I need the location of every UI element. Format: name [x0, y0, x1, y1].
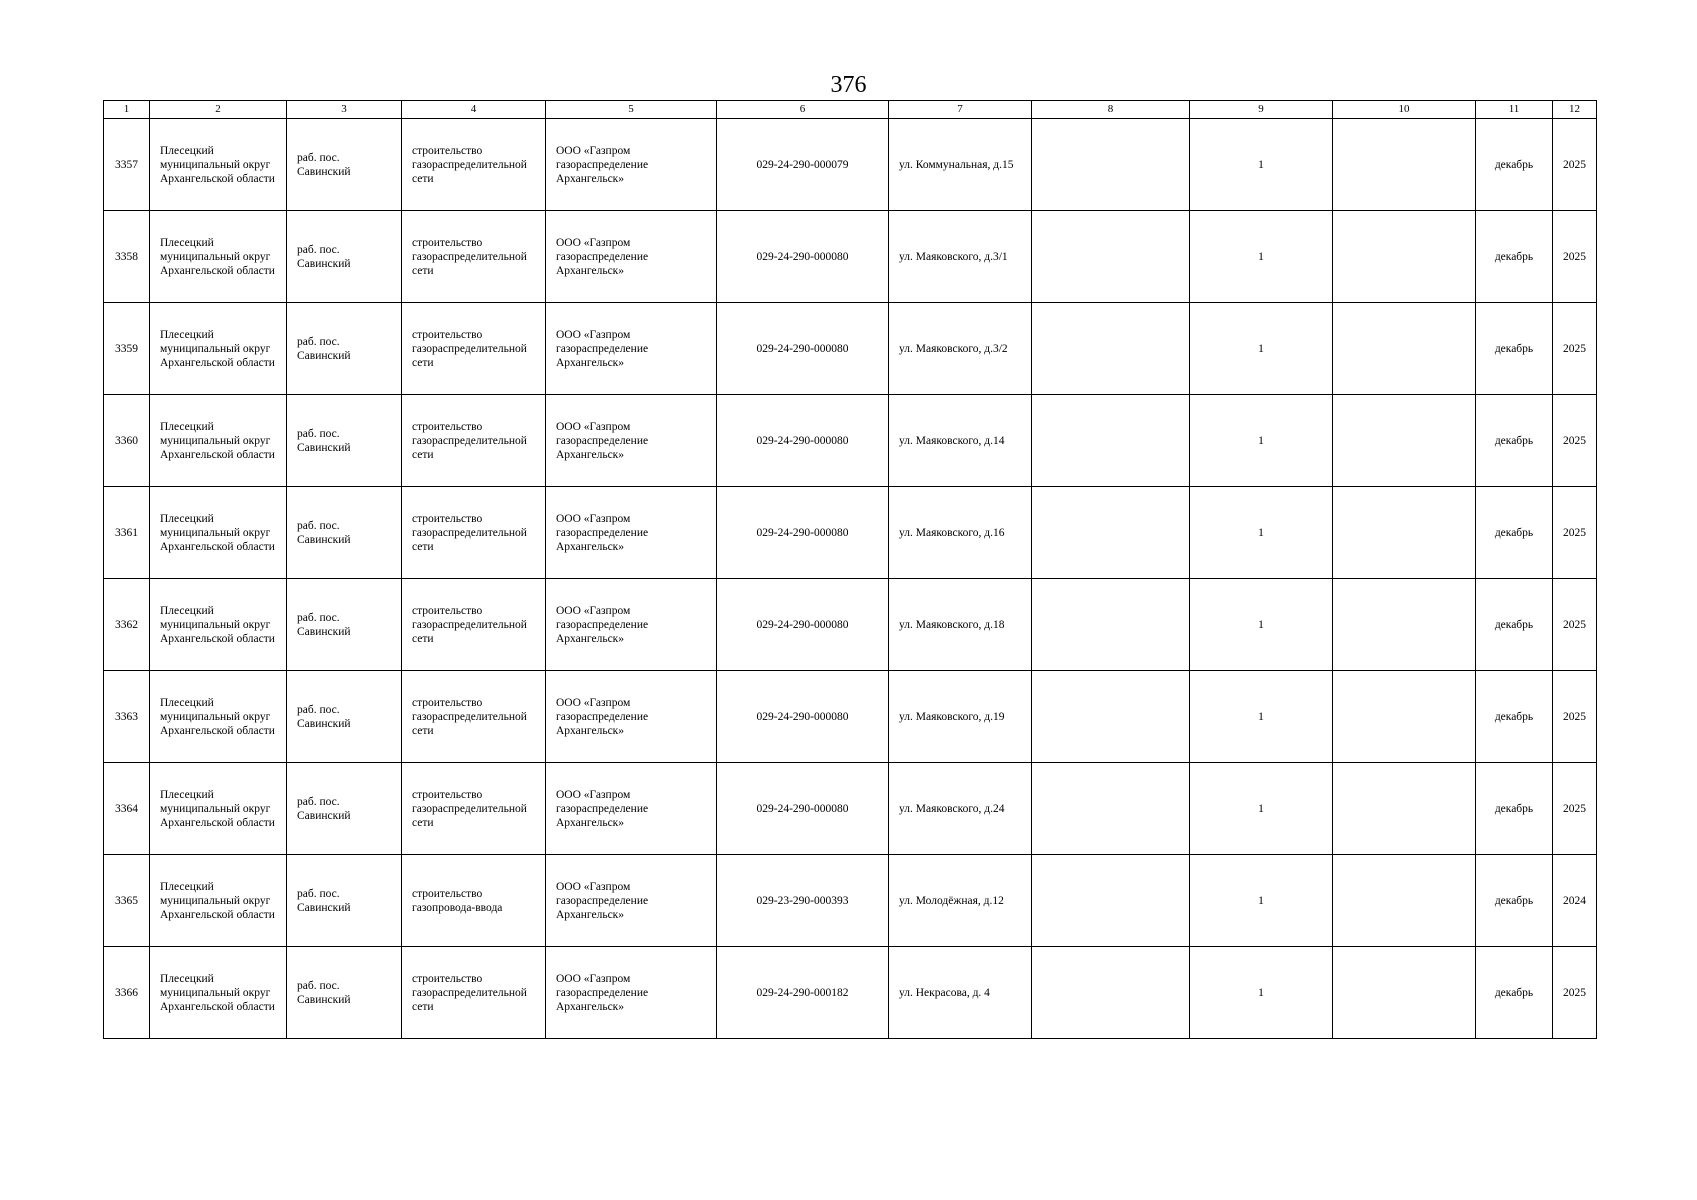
address-cell: ул. Коммунальная, д.15	[889, 119, 1032, 211]
row-number-cell: 3357	[104, 119, 150, 211]
month-cell: декабрь	[1476, 579, 1553, 671]
year-cell: 2025	[1553, 579, 1597, 671]
object-code-cell: 029-24-290-000080	[717, 395, 889, 487]
column-8-cell	[1032, 763, 1190, 855]
table-row	[104, 763, 1597, 855]
column-8-cell	[1032, 671, 1190, 763]
settlement-cell: раб. пос. Савинский	[287, 395, 402, 487]
page-number: 376	[830, 72, 867, 98]
column-10-cell	[1333, 487, 1476, 579]
column-number-cell: 6	[717, 101, 889, 119]
work-type-cell: строительство газораспределительной сети	[402, 487, 546, 579]
column-10-cell	[1333, 211, 1476, 303]
column-number-cell: 3	[287, 101, 402, 119]
work-type-cell: строительство газораспределительной сети	[402, 395, 546, 487]
year-cell: 2025	[1553, 947, 1597, 1039]
column-number-cell: 9	[1190, 101, 1333, 119]
settlement-cell: раб. пос. Савинский	[287, 579, 402, 671]
district-cell: Плесецкий муниципальный округ Архангельской области	[150, 579, 287, 671]
settlement-cell: раб. пос. Савинский	[287, 763, 402, 855]
year-cell: 2025	[1553, 671, 1597, 763]
month-cell: декабрь	[1476, 855, 1553, 947]
district-cell: Плесецкий муниципальный округ Архангельской области	[150, 303, 287, 395]
work-type-cell: строительство газораспределительной сети	[402, 763, 546, 855]
row-number-cell: 3364	[104, 763, 150, 855]
month-cell: декабрь	[1476, 487, 1553, 579]
organization-cell: ООО «Газпром газораспределение Архангельск»	[546, 579, 717, 671]
row-number-cell: 3361	[104, 487, 150, 579]
column-9-cell: 1	[1190, 303, 1333, 395]
column-8-cell	[1032, 947, 1190, 1039]
work-type-cell: строительство газораспределительной сети	[402, 119, 546, 211]
column-10-cell	[1333, 671, 1476, 763]
row-number-cell: 3359	[104, 303, 150, 395]
column-number-cell: 7	[889, 101, 1032, 119]
column-8-cell	[1032, 119, 1190, 211]
year-cell: 2025	[1553, 487, 1597, 579]
table-row	[104, 119, 1597, 211]
year-cell: 2024	[1553, 855, 1597, 947]
column-9-cell: 1	[1190, 855, 1333, 947]
column-10-cell	[1333, 855, 1476, 947]
district-cell: Плесецкий муниципальный округ Архангельской области	[150, 119, 287, 211]
column-10-cell	[1333, 763, 1476, 855]
address-cell: ул. Маяковского, д.3/1	[889, 211, 1032, 303]
row-number-cell: 3363	[104, 671, 150, 763]
organization-cell: ООО «Газпром газораспределение Архангельск»	[546, 395, 717, 487]
column-8-cell	[1032, 395, 1190, 487]
settlement-cell: раб. пос. Савинский	[287, 947, 402, 1039]
organization-cell: ООО «Газпром газораспределение Архангельск»	[546, 947, 717, 1039]
address-cell: ул. Молодёжная, д.12	[889, 855, 1032, 947]
column-8-cell	[1032, 487, 1190, 579]
settlement-cell: раб. пос. Савинский	[287, 855, 402, 947]
address-cell: ул. Некрасова, д. 4	[889, 947, 1032, 1039]
column-10-cell	[1333, 395, 1476, 487]
year-cell: 2025	[1553, 211, 1597, 303]
column-9-cell: 1	[1190, 487, 1333, 579]
district-cell: Плесецкий муниципальный округ Архангельской области	[150, 763, 287, 855]
object-code-cell: 029-24-290-000080	[717, 579, 889, 671]
column-number-cell: 1	[104, 101, 150, 119]
work-type-cell: строительство газораспределительной сети	[402, 211, 546, 303]
column-10-cell	[1333, 119, 1476, 211]
year-cell: 2025	[1553, 119, 1597, 211]
object-code-cell: 029-24-290-000080	[717, 211, 889, 303]
table-row	[104, 671, 1597, 763]
settlement-cell: раб. пос. Савинский	[287, 211, 402, 303]
register-table	[103, 100, 1597, 1039]
column-number-cell: 8	[1032, 101, 1190, 119]
month-cell: декабрь	[1476, 671, 1553, 763]
column-9-cell: 1	[1190, 763, 1333, 855]
year-cell: 2025	[1553, 763, 1597, 855]
column-number-cell: 2	[150, 101, 287, 119]
column-8-cell	[1032, 579, 1190, 671]
object-code-cell: 029-24-290-000080	[717, 487, 889, 579]
work-type-cell: строительство газораспределительной сети	[402, 671, 546, 763]
district-cell: Плесецкий муниципальный округ Архангельской области	[150, 671, 287, 763]
column-number-row	[104, 101, 1597, 119]
address-cell: ул. Маяковского, д.24	[889, 763, 1032, 855]
month-cell: декабрь	[1476, 303, 1553, 395]
address-cell: ул. Маяковского, д.16	[889, 487, 1032, 579]
organization-cell: ООО «Газпром газораспределение Архангельск»	[546, 211, 717, 303]
table-row	[104, 579, 1597, 671]
object-code-cell: 029-24-290-000182	[717, 947, 889, 1039]
column-9-cell: 1	[1190, 395, 1333, 487]
row-number-cell: 3360	[104, 395, 150, 487]
object-code-cell: 029-24-290-000079	[717, 119, 889, 211]
object-code-cell: 029-24-290-000080	[717, 763, 889, 855]
row-number-cell: 3365	[104, 855, 150, 947]
work-type-cell: строительство газораспределительной сети	[402, 579, 546, 671]
column-8-cell	[1032, 211, 1190, 303]
organization-cell: ООО «Газпром газораспределение Архангельск»	[546, 763, 717, 855]
row-number-cell: 3358	[104, 211, 150, 303]
month-cell: декабрь	[1476, 947, 1553, 1039]
column-8-cell	[1032, 303, 1190, 395]
district-cell: Плесецкий муниципальный округ Архангельской области	[150, 395, 287, 487]
table-row	[104, 303, 1597, 395]
column-number-cell: 11	[1476, 101, 1553, 119]
column-10-cell	[1333, 947, 1476, 1039]
organization-cell: ООО «Газпром газораспределение Архангельск»	[546, 303, 717, 395]
work-type-cell: строительство газораспределительной сети	[402, 303, 546, 395]
month-cell: декабрь	[1476, 211, 1553, 303]
settlement-cell: раб. пос. Савинский	[287, 671, 402, 763]
settlement-cell: раб. пос. Савинский	[287, 487, 402, 579]
settlement-cell: раб. пос. Савинский	[287, 303, 402, 395]
month-cell: декабрь	[1476, 395, 1553, 487]
year-cell: 2025	[1553, 395, 1597, 487]
district-cell: Плесецкий муниципальный округ Архангельской области	[150, 211, 287, 303]
row-number-cell: 3366	[104, 947, 150, 1039]
organization-cell: ООО «Газпром газораспределение Архангельск»	[546, 671, 717, 763]
address-cell: ул. Маяковского, д.14	[889, 395, 1032, 487]
column-number-cell: 4	[402, 101, 546, 119]
organization-cell: ООО «Газпром газораспределение Архангельск»	[546, 855, 717, 947]
month-cell: декабрь	[1476, 119, 1553, 211]
work-type-cell: строительство газораспределительной сети	[402, 947, 546, 1039]
column-number-cell: 5	[546, 101, 717, 119]
row-number-cell: 3362	[104, 579, 150, 671]
table-row	[104, 211, 1597, 303]
district-cell: Плесецкий муниципальный округ Архангельской области	[150, 487, 287, 579]
district-cell: Плесецкий муниципальный округ Архангельской области	[150, 855, 287, 947]
column-number-cell: 12	[1553, 101, 1597, 119]
district-cell: Плесецкий муниципальный округ Архангельской области	[150, 947, 287, 1039]
column-8-cell	[1032, 855, 1190, 947]
column-9-cell: 1	[1190, 671, 1333, 763]
year-cell: 2025	[1553, 303, 1597, 395]
column-9-cell: 1	[1190, 947, 1333, 1039]
address-cell: ул. Маяковского, д.18	[889, 579, 1032, 671]
object-code-cell: 029-23-290-000393	[717, 855, 889, 947]
column-10-cell	[1333, 579, 1476, 671]
month-cell: декабрь	[1476, 763, 1553, 855]
settlement-cell: раб. пос. Савинский	[287, 119, 402, 211]
organization-cell: ООО «Газпром газораспределение Архангельск»	[546, 487, 717, 579]
column-9-cell: 1	[1190, 119, 1333, 211]
table-row	[104, 947, 1597, 1039]
table-row	[104, 855, 1597, 947]
work-type-cell: строительство газопровода-ввода	[402, 855, 546, 947]
column-number-cell: 10	[1333, 101, 1476, 119]
address-cell: ул. Маяковского, д.3/2	[889, 303, 1032, 395]
column-10-cell	[1333, 303, 1476, 395]
column-9-cell: 1	[1190, 579, 1333, 671]
address-cell: ул. Маяковского, д.19	[889, 671, 1032, 763]
organization-cell: ООО «Газпром газораспределение Архангельск»	[546, 119, 717, 211]
column-9-cell: 1	[1190, 211, 1333, 303]
table-row	[104, 395, 1597, 487]
object-code-cell: 029-24-290-000080	[717, 303, 889, 395]
table-row	[104, 487, 1597, 579]
object-code-cell: 029-24-290-000080	[717, 671, 889, 763]
